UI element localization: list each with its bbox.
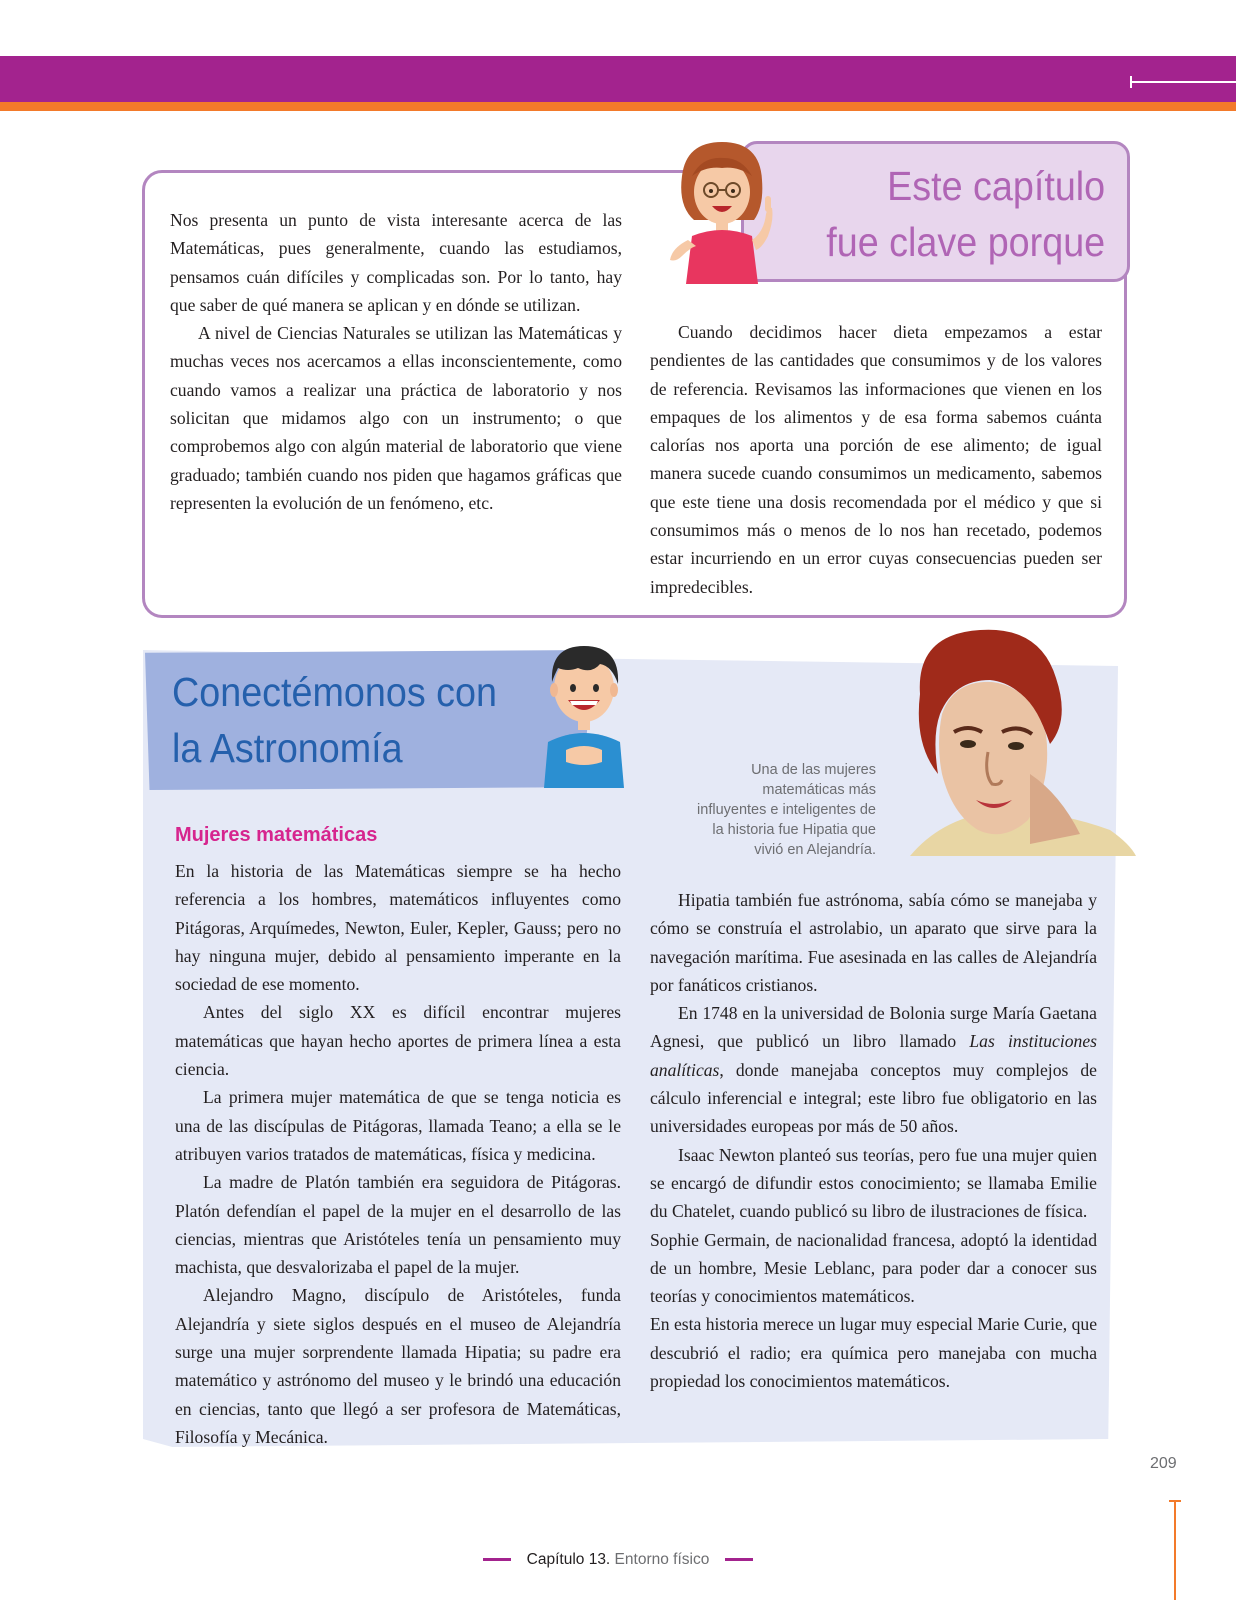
section-heading: Mujeres matemáticas: [175, 824, 378, 846]
astronomy-paragraph: En la historia de las Matemáticas siempre se ha hecho referencia a los hombres, matemáticos influyentes como Pitágoras, Arquímedes, Newton, Euler, Kepler, Gauss; pero no hay ninguna mujer, debido al pensamiento imperante en la sociedad de ese momento.: [175, 861, 621, 995]
portrait-caption: Una de las mujeres matemáticas más influyentes e inteligentes de la historia fue Hipatia que vivió en Alejandría.: [697, 762, 876, 858]
header-band: [0, 56, 1236, 102]
agnesi-text-after: , donde manejaba conceptos muy complejos de cálculo inferencial e integral; este libro fue obligatorio en las universidades europeas por más de 50 años.: [650, 1059, 1097, 1137]
chapter-key-left-paragraph: A nivel de Ciencias Naturales se utilizan las Matemáticas y muchas veces nos acercamos a ellas inconscientemente, como cuando vamos a realizar una práctica de laboratorio y nos solicitan que midamos algo con un instrumento; o que comprobemos algo con algún material de laboratorio que viene graduado; también cuando nos piden que hagamos gráficas que representen la evolución de un fenómeno, etc.: [170, 323, 622, 513]
chapter-key-title-box: [741, 141, 1130, 282]
chapter-key-title-line2: fue clave porque: [826, 219, 1105, 265]
footer-chapter: Capítulo 13.: [526, 1551, 611, 1568]
chapter-key-right-column: [650, 318, 1102, 601]
page-number: 209: [1150, 1455, 1177, 1472]
astronomy-right-column: [650, 886, 1097, 1395]
header-rule: [1132, 81, 1236, 83]
astronomy-left-column: [175, 857, 621, 1451]
astronomy-title-line1: Conectémonos con: [172, 669, 498, 715]
header-accent-band: [0, 102, 1236, 111]
girl-character-illustration: [668, 136, 780, 284]
hipatia-portrait-illustration: [880, 624, 1138, 856]
astronomy-paragraph: Hipatia también fue astrónoma, sabía cómo se manejaba y cómo se construía el astrolabio, un aparato que sirve para la navegación marítima. Fue asesinada en las calles de Alejandría por fanáticos cristianos.: [650, 890, 1097, 995]
chapter-key-title: [826, 158, 1105, 270]
astronomy-paragraph: Isaac Newton planteó sus teorías, pero fue una mujer quien se encargó de difundir estos conocimiento; se llamaba Emilie du Chatelet, cuando publicó su libro de ilustraciones de física.: [650, 1144, 1097, 1222]
astronomy-paragraph: Sophie Germain, de nacionalidad francesa, adoptó la identidad de un hombre, Mesie Leblanc, para poder dar a conocer sus teorías y conocimientos matemáticos.: [650, 1229, 1097, 1307]
astronomy-paragraph: [650, 999, 1097, 1140]
astronomy-paragraph: La primera mujer matemática de que se tenga noticia es una de las discípulas de Pitágoras, llamada Teano; a ella se le atribuyen varios tratados de matemáticas, física y medicina.: [175, 1087, 621, 1164]
footer: [0, 1551, 1236, 1569]
footer-bar-left: [483, 1558, 511, 1561]
chapter-key-left-column: [170, 206, 622, 517]
astronomy-paragraph: Antes del siglo XX es difícil encontrar mujeres matemáticas que hayan hecho aportes de primera línea a esta ciencia.: [175, 1002, 621, 1080]
footer-bar-right: [725, 1558, 753, 1561]
agnesi-text-before: En 1748 en la universidad de Bolonia surge María Gaetana Agnesi, que publicó un libro llamado: [650, 1003, 1097, 1052]
book-title: Las instituciones analíticas: [650, 1031, 1097, 1080]
chapter-key-left-paragraph: Nos presenta un punto de vista interesante acerca de las Matemáticas, pues generalmente, cuando las estudiamos, pensamos cuán difíciles y complicadas son. Por lo tanto, hay que saber de qué manera se aplican y en dónde se utilizan.: [170, 210, 622, 315]
chapter-key-right-paragraph: Cuando decidimos hacer dieta empezamos a estar pendientes de las cantidades que consumimos y de los valores de referencia. Revisamos las informaciones que vienen en los empaques de los alimentos y de esa forma sabemos cuánta calorías nos aporta una porción de ese alimento; de igual manera sucede cuando consumimos un medicamento, sabemos que este tiene una dosis recomendada por el médico y que si consumimos más o menos de lo nos han recetado, podemos estar incurriendo en un error cuyas consecuencias pueden ser impredecibles.: [650, 322, 1102, 597]
astronomy-title: [172, 664, 497, 776]
footer-topic: Entorno físico: [610, 1551, 710, 1568]
astronomy-paragraph: Alejandro Magno, discípulo de Aristóteles, funda Alejandría y siete siglos después en el museo de Alejandría surge una mujer sorprendente llamada Hipatia; su padre era matemático y astrónomo del museo y le brindó una educación en ciencias, tanto que llegó a ser profesora de Matemáticas, Filosofía y Mecánica.: [175, 1285, 621, 1447]
astronomy-title-line2: la Astronomía: [172, 725, 403, 771]
chapter-key-title-line1: Este capítulo: [886, 163, 1105, 209]
astronomy-paragraph: La madre de Platón también era seguidora de Pitágoras. Platón defendían el papel de la mujer en el desarrollo de las ciencias, mientras que Aristóteles tenía un pensamiento muy machista, que desvalorizaba el papel de la mujer.: [175, 1172, 621, 1278]
astronomy-paragraph: En esta historia merece un lugar muy especial Marie Curie, que descubrió el radio; era química pero manejaba con mucha propiedad los conocimientos matemáticos.: [650, 1314, 1098, 1392]
boy-character-illustration: [538, 638, 630, 788]
